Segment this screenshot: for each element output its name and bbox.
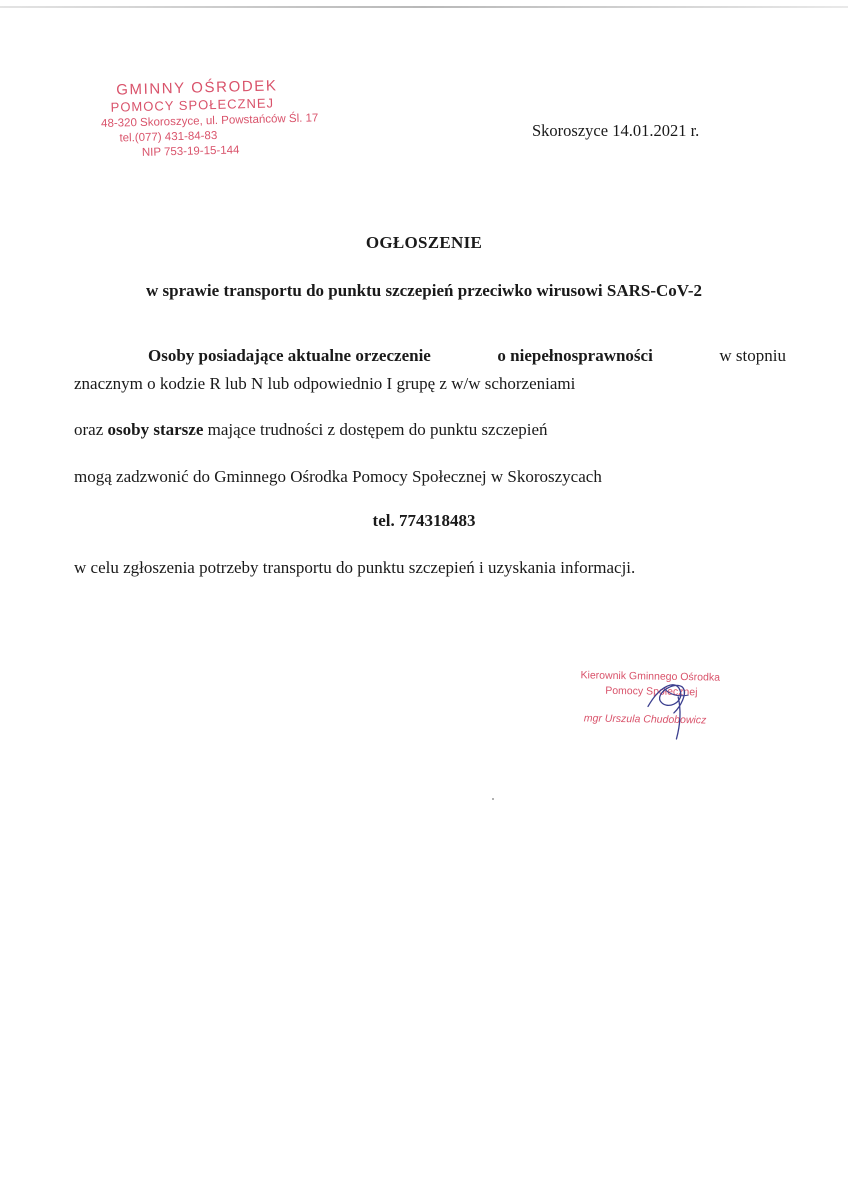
paragraph-1-line-1 [148,346,786,366]
p2-start: oraz [74,420,104,439]
p2-bold: osoby starsze [107,420,204,439]
stamp-nip: NIP 753-19-15-144 [141,144,240,159]
signature-stamp [577,665,778,748]
stamp-name: GMINNY OŚRODEK [115,77,278,99]
signature-name: mgr Urszula Chudobowicz [583,712,707,727]
institution-stamp [100,76,332,162]
phone-number: tel. 774318483 [372,511,476,530]
paragraph-2 [74,420,786,440]
signature-title-2: Pomocy Społecznej [605,684,698,699]
p1-bold-1: Osoby posiadające aktualne orzeczenie [148,346,431,365]
stamp-address: 48-320 Skoroszyce, ul. Powstańców Śl. 17 [100,112,319,130]
handwritten-signature [577,665,778,748]
paragraph-1-line-2: znacznym o kodzie R lub N lub odpowiednio I grupę z w/w schorzeniami [74,374,576,393]
scan-speck [492,798,494,800]
document-date: Skoroszyce 14.01.2021 r. [532,121,700,140]
p1-bold-2: o niepełnosprawności [497,346,653,365]
signature-title: Kierownik Gminnego Ośrodka [580,669,721,684]
scan-edge [0,6,848,8]
document-title: OGŁOSZENIE [365,233,483,252]
paragraph-3: mogą zadzwonić do Gminnego Ośrodka Pomocy Społecznej w Skoroszycach [74,467,602,486]
stamp-name-2: POMOCY SPOŁECZNEJ [110,95,275,115]
p1-rest: w stopniu [719,346,786,365]
stamp-phone: tel.(077) 431-84-83 [119,129,218,145]
document-subtitle: w sprawie transportu do punktu szczepień przeciwko wirusowi SARS-CoV-2 [146,281,702,300]
paragraph-4: w celu zgłoszenia potrzeby transportu do punktu szczepień i uzyskania informacji. [74,558,636,577]
p2-rest: mające trudności z dostępem do punktu szczepień [207,420,548,439]
